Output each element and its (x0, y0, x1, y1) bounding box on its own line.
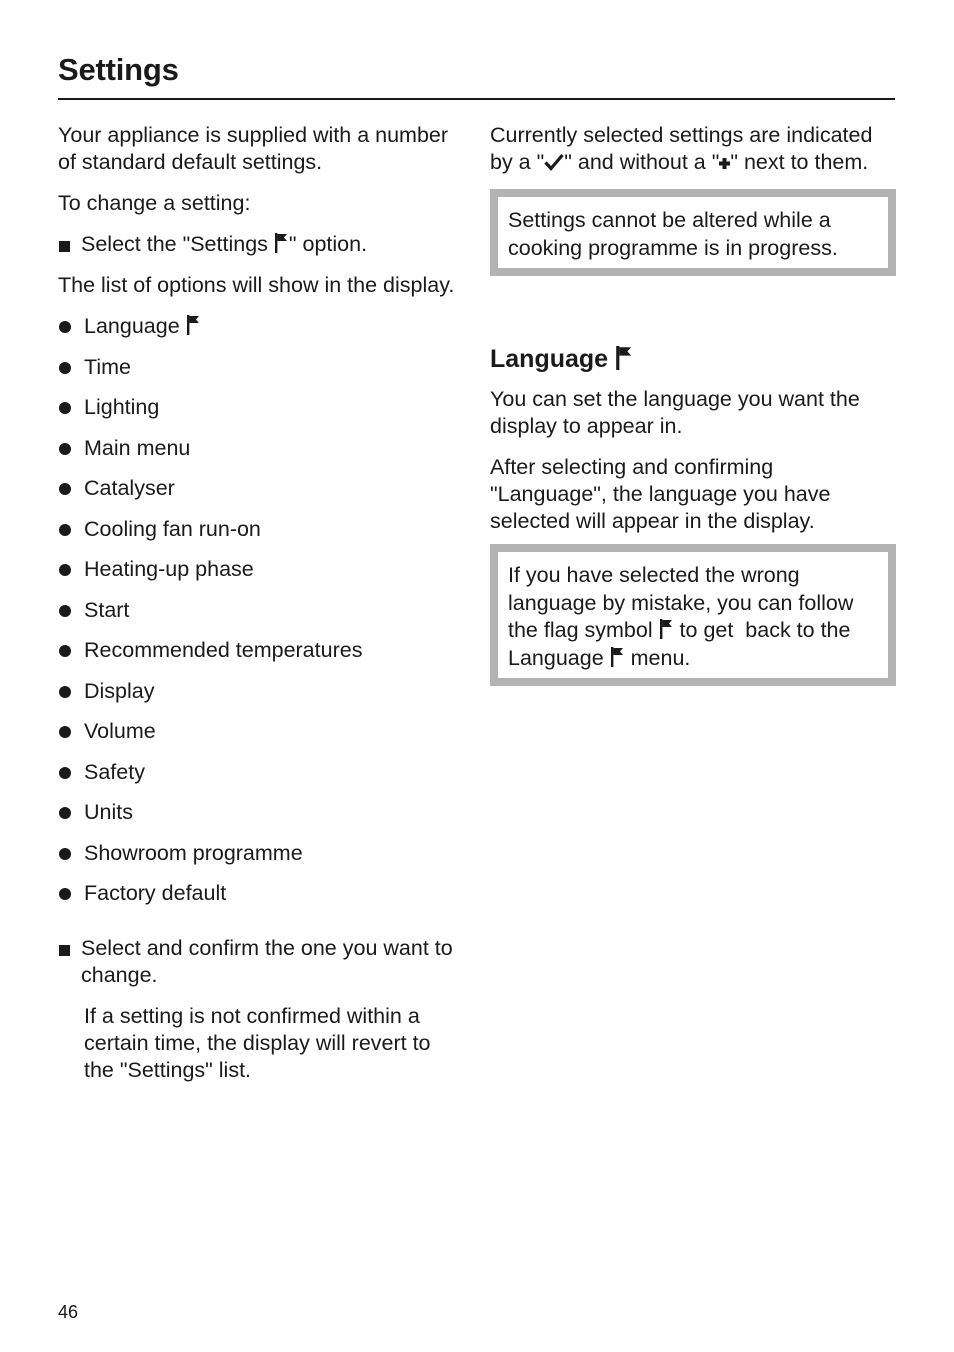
language-paragraph-2: After selecting and confirming "Language", the language you have selected will appear in the display. (490, 455, 831, 533)
to-change-paragraph: To change a setting: (58, 191, 251, 215)
settings-options-list (58, 313, 458, 921)
settings-locked-note-text: Settings cannot be altered while a cooking programme is in progress. (508, 208, 838, 260)
bullet-dot-icon (59, 362, 71, 374)
bullet-dot-icon (59, 564, 71, 576)
bullet-dot-icon (59, 888, 71, 900)
left-column (58, 122, 458, 1084)
list-item: Recommended temperatures (58, 637, 458, 678)
list-item: Main menu (58, 435, 458, 476)
list-item: Safety (58, 759, 458, 800)
language-heading: Language (490, 344, 896, 374)
list-item: Units (58, 799, 458, 840)
list-item: Volume (58, 718, 458, 759)
title-divider (58, 98, 895, 100)
flag-icon (611, 647, 624, 667)
bullet-dot-icon (59, 605, 71, 617)
selected-settings-paragraph: Currently selected settings are indicated by a " " and without a " " next to them. (490, 123, 873, 174)
wrong-language-note-text: If you have selected the wrong language by mistake, you can follow the flag symbol to get back to the Language menu. (508, 563, 857, 670)
bullet-dot-icon (59, 321, 71, 333)
square-bullet-icon (59, 945, 70, 956)
square-bullet-icon (59, 241, 70, 252)
list-item: Display (58, 678, 458, 719)
list-item: Heating-up phase (58, 556, 458, 597)
right-column (490, 122, 896, 686)
list-item: Factory default (58, 880, 458, 921)
bullet-dot-icon (59, 726, 71, 738)
plus-icon (719, 158, 730, 169)
language-paragraph-1: You can set the language you want the display to appear in. (490, 387, 860, 438)
list-item: Showroom programme (58, 840, 458, 881)
check-icon (544, 153, 564, 171)
wrong-language-note (490, 544, 896, 686)
step-select-settings (58, 231, 458, 258)
bullet-dot-icon (59, 686, 71, 698)
list-item: Time (58, 354, 458, 395)
flag-icon (275, 233, 288, 253)
bullet-dot-icon (59, 483, 71, 495)
step-select-confirm-text: Select and confirm the one you want to change. (81, 935, 453, 987)
list-item: Catalyser (58, 475, 458, 516)
page-title: Settings (58, 52, 179, 87)
flag-icon (187, 315, 200, 335)
list-item: Cooling fan run-on (58, 516, 458, 557)
intro-paragraph: Your appliance is supplied with a number of standard default settings. (58, 123, 449, 174)
page-number: 46 (58, 1302, 79, 1322)
settings-locked-note (490, 189, 896, 276)
list-item: Language (58, 313, 458, 354)
step-select-settings-prefix: Select the "Settings (81, 232, 274, 256)
bullet-dot-icon (59, 645, 71, 657)
timeout-note: If a setting is not confirmed within a certain time, the display will revert to the "Settings" list. (84, 1003, 431, 1082)
step-select-confirm (58, 935, 458, 989)
bullet-dot-icon (59, 524, 71, 536)
bullet-dot-icon (59, 807, 71, 819)
bullet-dot-icon (59, 767, 71, 779)
bullet-dot-icon (59, 848, 71, 860)
list-item: Lighting (58, 394, 458, 435)
bullet-dot-icon (59, 402, 71, 414)
step-select-settings-suffix: " option. (288, 232, 368, 256)
flag-icon (616, 346, 632, 370)
bullet-dot-icon (59, 443, 71, 455)
flag-icon (660, 619, 673, 639)
list-intro-paragraph: The list of options will show in the display. (58, 273, 455, 297)
list-item: Start (58, 597, 458, 638)
